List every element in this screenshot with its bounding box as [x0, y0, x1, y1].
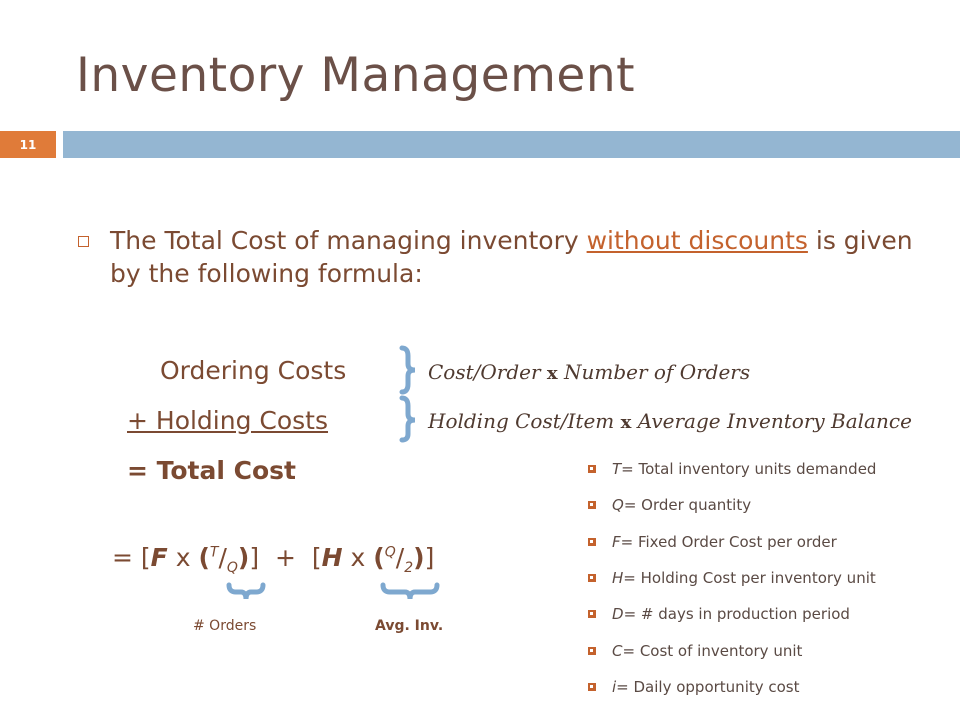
variable-symbol: F [612, 532, 621, 551]
holding-desc-part2: Average Inventory Balance [637, 409, 912, 433]
formula-paren-open-2: ( [373, 543, 385, 572]
formula-slash-2: / [395, 543, 405, 572]
formula-times-2: x [350, 543, 366, 572]
variable-description: = Total inventory units demanded [621, 460, 877, 479]
bullet-square-icon [588, 610, 596, 618]
total-cost-label: = Total Cost [127, 456, 297, 485]
bullet-text-start: The Total Cost of managing inventory [110, 226, 587, 255]
bullet-marker-icon [78, 236, 89, 247]
formula-Q: Q [226, 560, 238, 576]
ordering-costs-label: Ordering Costs [160, 356, 347, 385]
variable-symbol: i [612, 677, 617, 696]
list-item [588, 596, 876, 632]
holding-brace-icon [402, 398, 415, 440]
list-item [588, 487, 876, 523]
formula-times-1: x [175, 543, 191, 572]
bullet-paragraph [110, 224, 930, 290]
list-item [588, 632, 876, 668]
variable-symbol: C [612, 641, 623, 660]
holding-desc-times: x [620, 412, 632, 433]
variable-description: = Holding Cost per inventory unit [623, 569, 876, 588]
ordering-desc-part2: Number of Orders [564, 360, 751, 384]
bullet-square-icon [588, 574, 596, 582]
bullet-text-end: is given by the following formula: [110, 226, 913, 288]
bullet-square-icon [588, 501, 596, 509]
ordering-brace-icon [402, 348, 415, 392]
formula-paren-open-1: ( [198, 543, 210, 572]
formula-close-bracket-1: ] [249, 543, 260, 572]
variable-symbol: Q [612, 496, 624, 515]
variable-definitions-list [588, 451, 876, 705]
holding-desc-part1: Holding Cost/Item [428, 409, 615, 433]
variable-description: = # days in production period [623, 605, 850, 624]
formula-two: 2 [404, 560, 414, 576]
formula-F: F [150, 543, 168, 572]
formula-plus: + [275, 543, 296, 572]
avg-inv-label: Avg. Inv. [375, 618, 444, 634]
avg-inv-brace-icon [380, 582, 440, 606]
variable-description: = Daily opportunity cost [616, 677, 800, 696]
formula-Q-numerator: Q [384, 544, 396, 561]
variable-description: = Cost of inventory unit [622, 641, 803, 660]
list-item [588, 524, 876, 560]
right-brace-icons [396, 344, 426, 444]
formula-open-bracket-2: [ [311, 543, 322, 572]
header-band [63, 131, 960, 158]
variable-symbol: H [612, 569, 624, 588]
list-item [588, 451, 876, 487]
list-item [588, 560, 876, 596]
ordering-desc-part1: Cost/Order [428, 360, 541, 384]
slide-title: Inventory Management [76, 48, 636, 103]
variable-symbol: T [612, 460, 622, 479]
holding-costs-label: + Holding Costs [127, 406, 329, 435]
orders-label-text: # Orders [193, 618, 257, 634]
ordering-desc-times: x [546, 363, 558, 384]
formula-slash-1: / [218, 543, 227, 572]
orders-brace-icon [226, 582, 266, 606]
bullet-square-icon [588, 647, 596, 655]
total-cost-formula [112, 543, 434, 576]
formula-T: T [209, 544, 219, 561]
list-item [588, 669, 876, 705]
holding-costs-description [428, 409, 912, 433]
orders-label [193, 618, 256, 634]
formula-paren-close-2: ) [413, 543, 425, 572]
formula-paren-close-1: ) [237, 543, 250, 572]
slide-number-badge: 11 [0, 131, 56, 158]
variable-symbol: D [612, 605, 624, 624]
bullet-square-icon [588, 465, 596, 473]
variable-description: = Fixed Order Cost per order [620, 532, 837, 551]
formula-close-bracket-2: ] [424, 543, 435, 572]
bullet-square-icon [588, 538, 596, 546]
formula-H: H [321, 543, 343, 572]
ordering-costs-description [428, 360, 750, 384]
variable-description: = Order quantity [623, 496, 752, 515]
formula-open-bracket-1: [ [140, 543, 151, 572]
bullet-square-icon [588, 683, 596, 691]
formula-equals: = [112, 543, 133, 572]
bullet-underlined-text: without discounts [586, 226, 808, 255]
